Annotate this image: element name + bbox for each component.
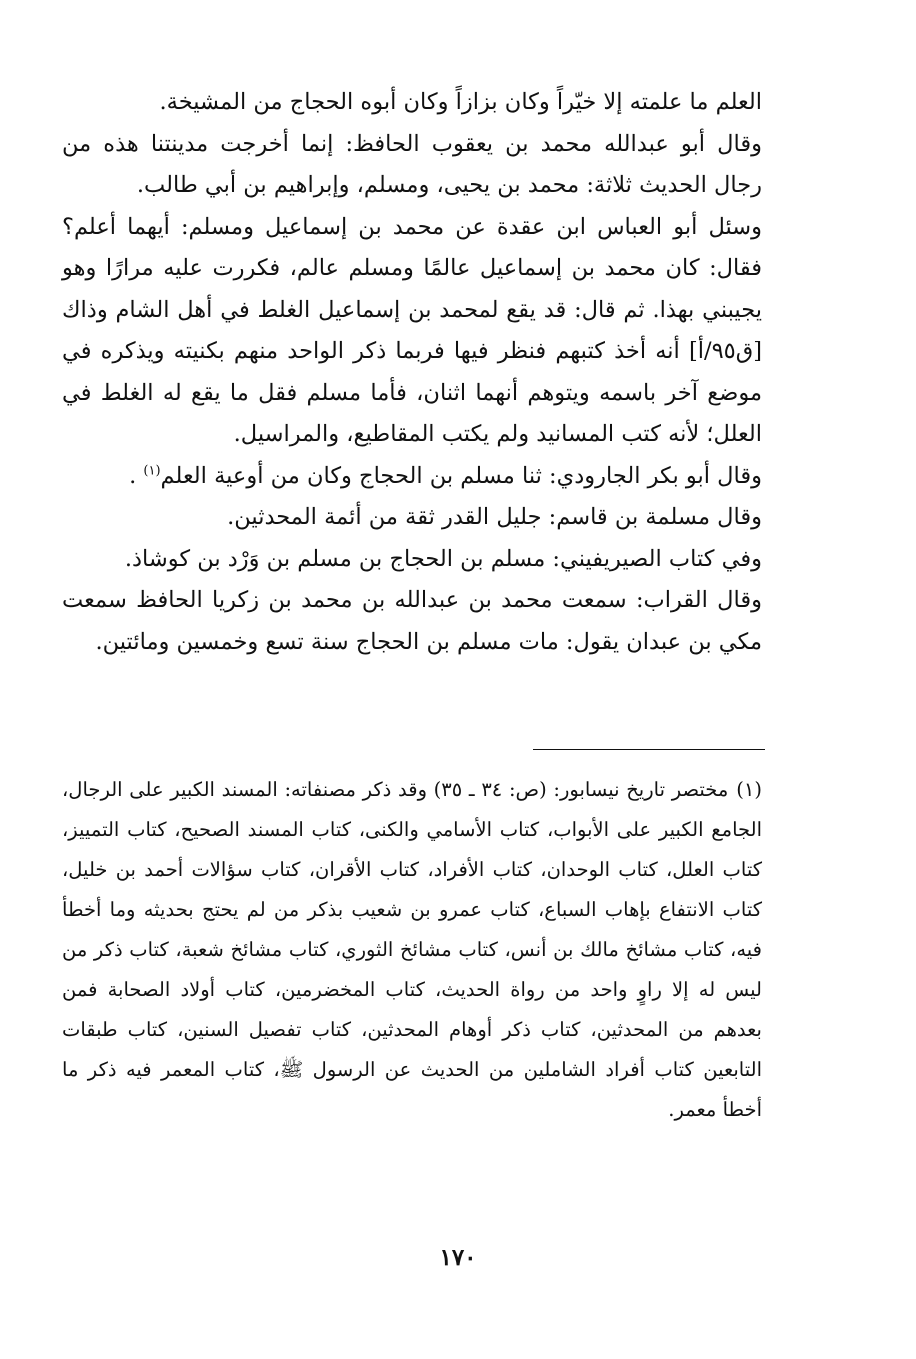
- footnote-divider: [533, 749, 765, 750]
- footnotes: [62, 770, 762, 1130]
- paragraph-2: وقال أبو عبدالله محمد بن يعقوب الحافظ: إنما أخرجت مدينتنا هذه من رجال الحديث ثلاثة: محمد بن يحيى، ومسلم، وإبراهيم بن أبي طالب.: [62, 130, 762, 198]
- paragraph-3: وسئل أبو العباس ابن عقدة عن محمد بن إسماعيل ومسلم: أيهما أعلم؟ فقال: كان محمد بن إسماعيل عالمًا ومسلم عالم، فكررت عليه مرارًا وهو يجيبني بهذا. ثم قال: قد يقع لمحمد بن إسماعيل الغلط في أهل الشام وذاك [ق٩٥/أ] أنه أخذ كتبهم فنظر فيها فربما ذكر الواحد منهم بكنيته ويذكره في موضع آخر باسمه ويتوهم أنهما اثنان، فأما مسلم فقل ما يقع له الغلط في العلل؛ لأنه كتب المسانيد ولم يكتب المقاطيع، والمراسيل.: [62, 213, 762, 447]
- main-text: [62, 82, 762, 663]
- paragraph-4: [62, 456, 762, 498]
- footnote-1: [62, 770, 762, 1130]
- footnote-marker: (١): [736, 778, 762, 801]
- paragraph-4-tail: .: [129, 462, 144, 489]
- paragraph-6: وفي كتاب الصيريفيني: مسلم بن الحجاج بن مسلم بن وَرْد بن كوشاذ.: [124, 545, 762, 572]
- paragraph-5: وقال مسلمة بن قاسم: جليل القدر ثقة من أئمة المحدثين.: [227, 504, 762, 530]
- footnote-text: مختصر تاريخ نيسابور: (ص: ٣٤ ـ ٣٥) وقد ذكر مصنفاته: المسند الكبير على الرجال، الجامع الكبير على الأبواب، كتاب الأسامي والكنى، كتاب المسند الصحيح، كتاب التمييز، كتاب العلل، كتاب الوحدان، كتاب الأفراد، كتاب الأقران، كتاب سؤالات أحمد بن خليل، كتاب الانتفاع بإهاب السباع، كتاب عمرو بن شعيب بذكر من لم يحتج بحديثه وما أخطأ فيه، كتاب مشائخ مالك بن أنس، كتاب مشائخ الثوري، كتاب مشائخ شعبة، كتاب ذكر من ليس له إلا راوٍ واحد من رواة الحديث، كتاب المخضرمين، كتاب أولاد الصحابة فمن بعدهم من المحدثين، كتاب ذكر أوهام المحدثين، كتاب تفصيل السنين، كتاب طبقات التابعين كتاب أفراد الشاملين من الحديث عن الرسول ﷺ، كتاب المعمر فيه ذكر ما أخطأ معمر.: [62, 778, 762, 1121]
- footnote-reference: (١): [143, 463, 161, 478]
- page-number: ١٧٠: [439, 1244, 477, 1271]
- paragraph-4-text: وقال أبو بكر الجارودي: ثنا مسلم بن الحجاج وكان من أوعية العلم: [160, 462, 762, 489]
- paragraph-7: وقال القراب: سمعت محمد بن عبدالله بن محمد بن زكريا الحافظ سمعت مكي بن عبدان يقول: مات مسلم بن الحجاج سنة تسع وخمسين ومائتين.: [62, 587, 762, 655]
- paragraph-1: العلم ما علمته إلا خيّراً وكان بزازاً وكان أبوه الحجاج من المشيخة.: [159, 89, 762, 115]
